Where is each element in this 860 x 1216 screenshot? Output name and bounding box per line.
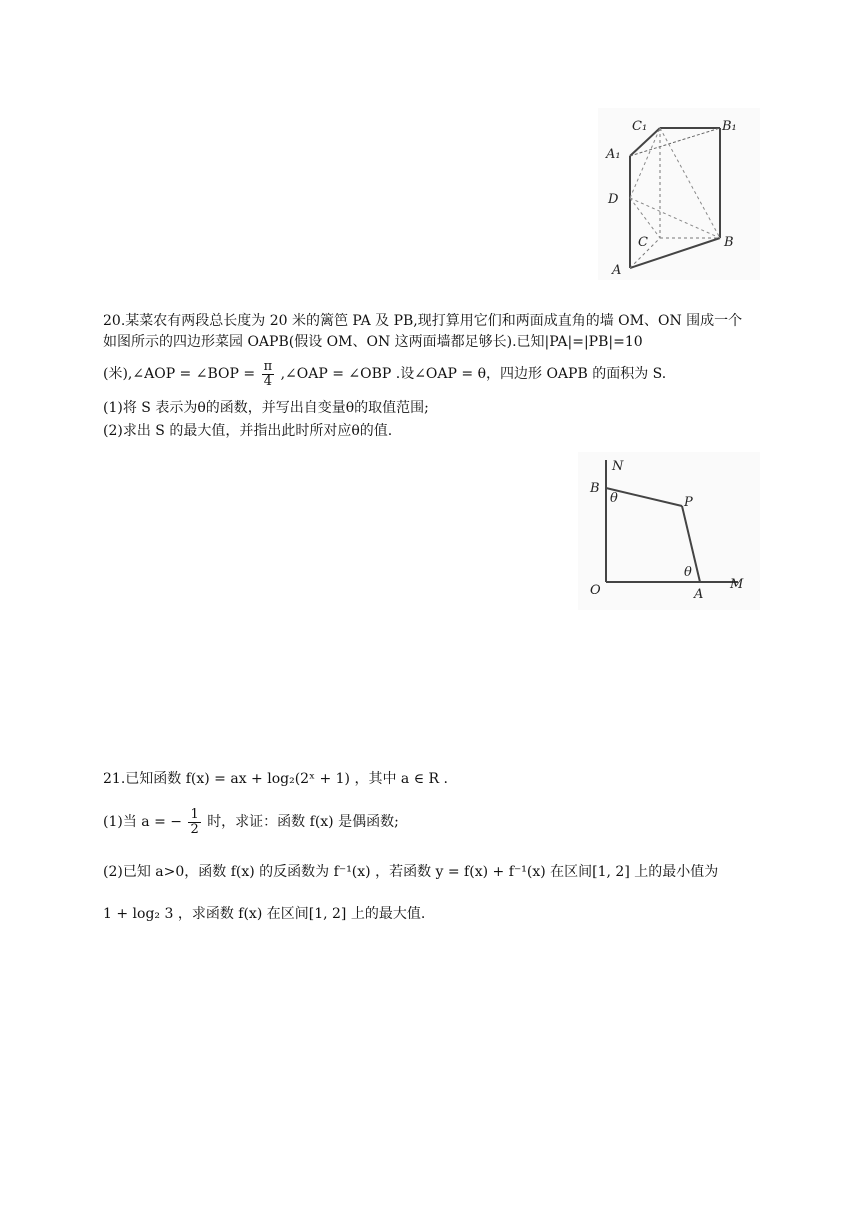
label-m: M — [730, 577, 744, 592]
label-theta-b: θ — [610, 491, 618, 506]
label-b: B — [590, 481, 600, 496]
label-theta-a: θ — [684, 565, 692, 580]
prism-figure — [598, 108, 760, 280]
label-a: A — [694, 587, 704, 602]
label-b: B — [724, 235, 734, 250]
q20-line3-pre: (米),∠AOP = ∠BOP = — [103, 366, 256, 382]
label-c1: C₁ — [632, 119, 648, 134]
frac-numerator: π — [263, 358, 273, 374]
label-a1: A₁ — [606, 147, 621, 162]
q21-part2-line2: 1 + log₂ 3 ，求函数 f(x) 在区间[1, 2] 上的最大值. — [103, 906, 426, 922]
q21-part1-pre: (1)当 a = − — [103, 814, 182, 830]
label-a: A — [612, 263, 622, 278]
q21-part2-line1: (2)已知 a>0，函数 f(x) 的反函数为 f⁻¹(x) ，若函数 y = f(x) + f⁻¹(x) 在区间[1, 2] 上的最小值为 — [103, 864, 719, 880]
one-half — [188, 808, 200, 837]
q21-line1: 21.已知函数 f(x) = ax + log₂(2ˣ + 1) ，其中 a ∈ R . — [103, 771, 448, 787]
label-p: P — [684, 495, 693, 510]
label-b1: B₁ — [722, 119, 737, 134]
q21-part1 — [103, 804, 399, 840]
label-c: C — [638, 235, 648, 250]
q20-part1: (1)将 S 表示为θ的函数，并写出自变量θ的取值范围; — [103, 400, 429, 416]
q20-line3 — [103, 356, 666, 392]
frac-denominator: 2 — [190, 821, 199, 837]
frac-denominator: 4 — [263, 373, 272, 389]
label-d: D — [608, 192, 619, 207]
q20-line2: 如图所示的四边形菜园 OAPB(假设 OM、ON 这两面墙都足够长).已知|PA|=|PB|=10 — [103, 334, 643, 350]
pi-over-four — [262, 360, 275, 389]
garden-figure — [578, 452, 760, 610]
q20-part2: (2)求出 S 的最大值，并指出此时所对应θ的值. — [103, 423, 393, 439]
frac-numerator: 1 — [190, 806, 199, 822]
label-o: O — [590, 583, 601, 598]
q20-line3-post: ,∠OAP = ∠OBP .设∠OAP = θ，四边形 OAPB 的面积为 S. — [280, 366, 667, 382]
label-n: N — [612, 459, 624, 474]
q21-part1-post: 时，求证：函数 f(x) 是偶函数; — [207, 814, 399, 830]
q20-line1: 20.某菜农有两段总长度为 20 米的篱笆 PA 及 PB,现打算用它们和两面成直角的墙 OM、ON 围成一个 — [103, 313, 743, 329]
